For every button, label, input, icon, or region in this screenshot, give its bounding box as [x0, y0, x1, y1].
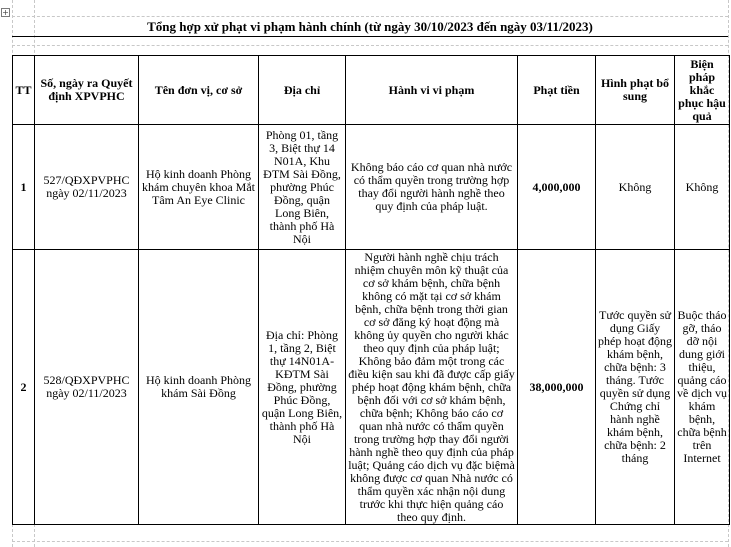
header-unit: Tên đơn vị, cơ sở: [139, 56, 259, 125]
header-address: Địa chỉ: [259, 56, 346, 125]
cell-violation: Người hành nghề chịu trách nhiệm chuyên môn kỹ thuật của cơ sở khám bệnh, chữa bệnh không có mặt tại cơ sở khám bệnh, chữa bệnh trong thời gian cơ sở đăng ký hoạt động mà không ủy quyền cho người khác theo quy định của pháp luật; Không bảo đảm một trong các điều kiện sau khi đã được cấp giấy phép hoạt động khám bệnh, chữa bệnh đối với cơ sở khám bệnh, chữa bệnh; Không báo cáo cơ quan nhà nước có thẩm quyền trong trường hợp thay đổi người hành nghề theo quy định của pháp luật; Quảng cáo dịch vụ đặc biệmà không được cơ quan Nhà nước có thẩm quyền xác nhận nội dung trước khi thực hiện quảng cáo theo quy định.: [346, 250, 518, 525]
cell-additional: Tước quyền sử dụng Giấy phép hoạt động khám bệnh, chữa bệnh: 3 tháng. Tước quyền sử dụng Chứng chỉ hành nghề khám bệnh, chữa bệnh: 2 tháng: [596, 250, 675, 525]
cell-additional: Không: [596, 125, 675, 250]
cell-decision: 528/QĐXPVPHC ngày 02/11/2023: [35, 250, 139, 525]
cell-unit: Hộ kinh doanh Phòng khám Sài Đồng: [139, 250, 259, 525]
cell-remedy: Không: [675, 125, 730, 250]
header-remedy: Biện pháp khắc phục hậu quả: [675, 56, 730, 125]
cell-decision: 527/QĐXPVPHC ngày 02/11/2023: [35, 125, 139, 250]
cell-tt: 1: [13, 125, 35, 250]
cell-remedy: Buộc tháo gỡ, tháo dỡ nội dung giới thiệu, quảng cáo về dịch vụ khám bệnh, chữa bệnh trên Internet: [675, 250, 730, 525]
table-row: [13, 250, 730, 525]
header-additional: Hình phạt bổ sung: [596, 56, 675, 125]
cell-fine: 38,000,000: [518, 250, 596, 525]
cell-address: Phòng 01, tầng 3, Biệt thự 14 N01A, Khu ĐTM Sài Đồng, phường Phúc Đồng, quận Long Biên, thành phố Hà Nội: [259, 125, 346, 250]
cell-fine: 4,000,000: [518, 125, 596, 250]
gridline: [12, 541, 728, 542]
cell-address: Địa chỉ: Phòng 1, tầng 2, Biệt thự 14N01A-KĐTM Sài Đồng, phường Phúc Đồng, quận Long Biên, thành phố Hà Nội: [259, 250, 346, 525]
cell-violation: Không báo cáo cơ quan nhà nước có thẩm quyền trong trường hợp thay đổi người hành nghề theo quy định của pháp luật.: [346, 125, 518, 250]
header-row: [13, 56, 730, 125]
header-decision: Số, ngày ra Quyết định XPVPHC: [35, 56, 139, 125]
cell-tt: 2: [13, 250, 35, 525]
violations-table: [12, 55, 730, 525]
header-tt: TT: [13, 56, 35, 125]
move-handle-icon[interactable]: +: [2, 8, 9, 17]
table-title: Tổng hợp xử phạt vi phạm hành chính (từ ngày 30/10/2023 đến ngày 03/11/2023): [12, 16, 728, 37]
cell-unit: Hộ kinh doanh Phòng khám chuyên khoa Mắt Tâm An Eye Clinic: [139, 125, 259, 250]
header-violation: Hành vi vi phạm: [346, 56, 518, 125]
header-fine: Phạt tiền: [518, 56, 596, 125]
table-row: [13, 125, 730, 250]
gridline: [12, 45, 728, 46]
